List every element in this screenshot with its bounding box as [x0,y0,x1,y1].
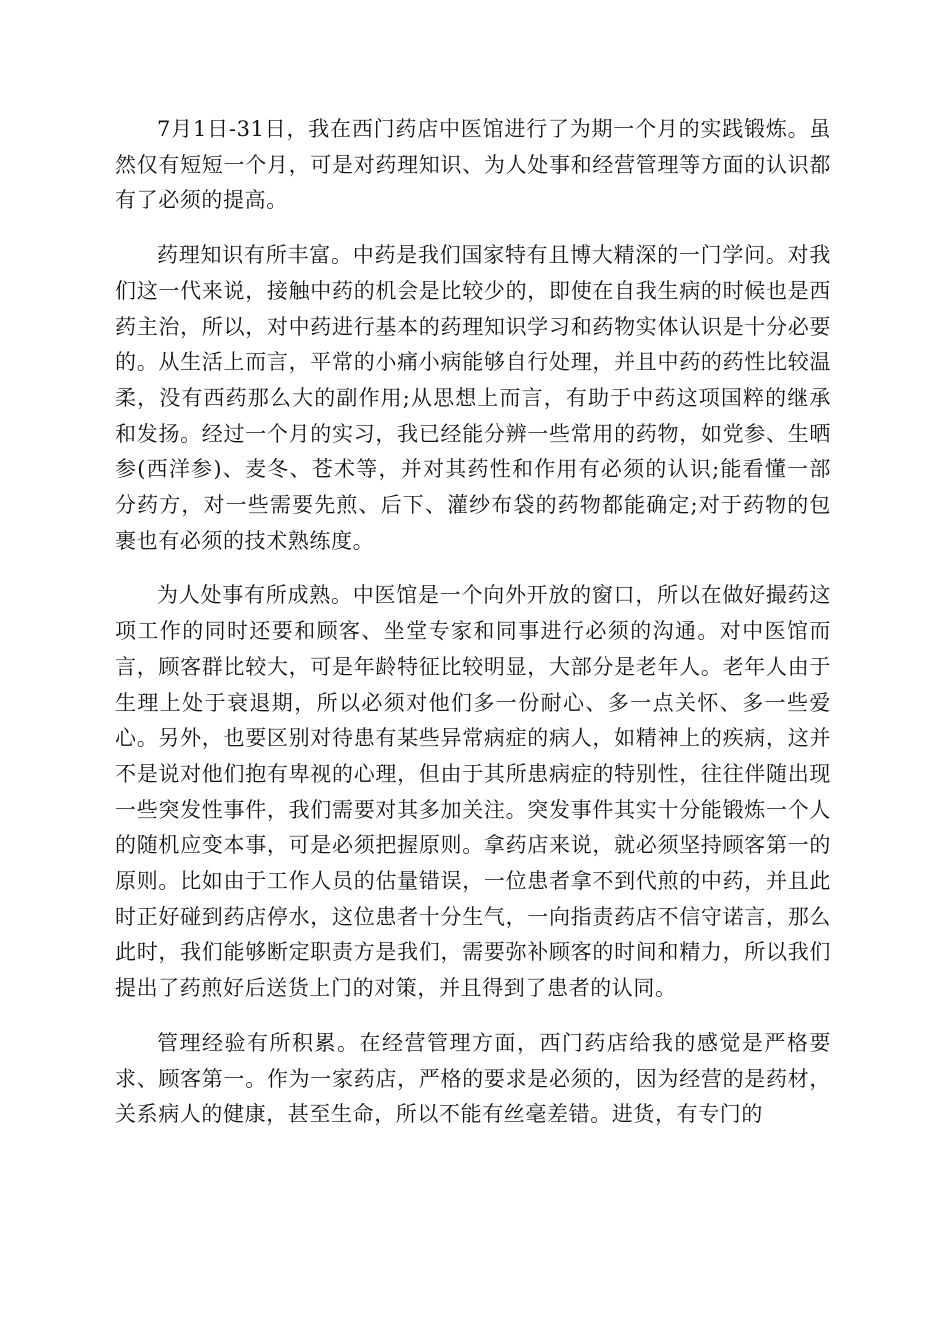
paragraph-pharmacology: 药理知识有所丰富。中药是我们国家特有且博大精深的一门学问。对我们这一代来说，接触中药的机会是比较少的，即使在自我生病的时候也是西药主治，所以，对中药进行基本的药理知识学习和药物实体认识是十分必要的。从生活上而言，平常的小痛小病能够自行处理，并且中药的药性比较温柔，没有西药那么大的副作用;从思想上而言，有助于中药这项国粹的继承和发扬。经过一个月的实习，我已经能分辨一些常用的药物，如党参、生晒参(西洋参)、麦冬、苍术等，并对其药性和作用有必须的认识;能看懂一部分药方，对一些需要先煎、后下、灌纱布袋的药物都能确定;对于药物的包裹也有必须的技术熟练度。 [115,243,831,553]
paragraph-interpersonal: 为人处事有所成熟。中医馆是一个向外开放的窗口，所以在做好撮药这项工作的同时还要和顾客、坐堂专家和同事进行必须的沟通。对中医馆而言，顾客群比较大，可是年龄特征比较明显，大部分是老年人。老年人由于生理上处于衰退期，所以必须对他们多一份耐心、多一点关怀、多一些爱心。另外，也要区别对待患有某些异常病症的病人，如精神上的疾病，这并不是说对他们抱有卑视的心理，但由于其所患病症的特别性，往往伴随出现一些突发性事件，我们需要对其多加关注。突发事件其实十分能锻炼一个人的随机应变本事，可是必须把握原则。拿药店来说，就必须坚持顾客第一的原则。比如由于工作人员的估量错误，一位患者拿不到代煎的中药，并且此时正好碰到药店停水，这位患者十分生气，一向指责药店不信守诺言，那么此时，我们能够断定职责方是我们，需要弥补顾客的时间和精力，所以我们提出了药煎好后送货上门的对策，并且得到了患者的认同。 [115,583,831,1001]
paragraph-intro: 7月1日-31日，我在西门药店中医馆进行了为期一个月的实践锻炼。虽然仅有短短一个月，可是对药理知识、为人处事和经营管理等方面的认识都有了必须的提高。 [115,117,831,213]
document-body [115,112,831,1133]
paragraph-management: 管理经验有所积累。在经营管理方面，西门药店给我的感觉是严格要求、顾客第一。作为一家药店，严格的要求是必须的，因为经营的是药材，关系病人的健康，甚至生命，所以不能有丝毫差错。进货，有专门的 [115,1030,831,1127]
